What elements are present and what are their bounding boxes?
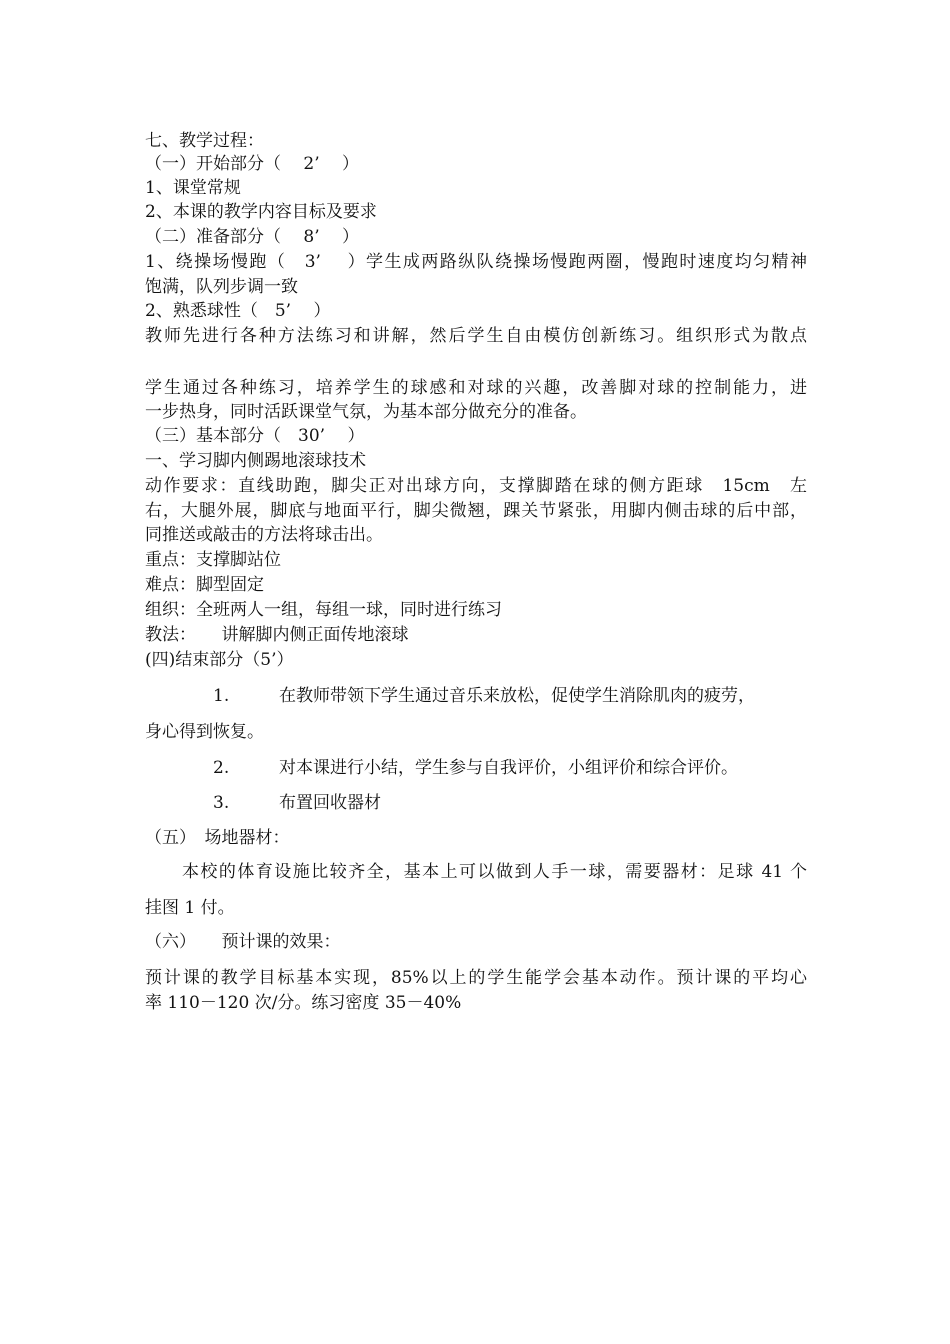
- part1-heading: （一）开始部分（ 2’ ）: [145, 154, 360, 174]
- part2-heading: （二）准备部分（ 8’ ）: [145, 227, 360, 247]
- part6-line1: 预计课的教学目标基本实现，85%以上的学生能学会基本动作。预计课的平均心: [145, 968, 807, 988]
- part4-item1-number: 1.: [213, 686, 230, 706]
- part1-item1: 1、课堂常规: [145, 178, 241, 198]
- part6-heading: （六） 预计课的效果：: [145, 932, 341, 952]
- part2-item2: 2、熟悉球性（ 5’ ）: [145, 301, 331, 321]
- part4-item2-line1: 对本课进行小结，学生参与自我评价，小组评价和综合评价。: [279, 758, 738, 778]
- part2-desc: 教师先进行各种方法练习和讲解，然后学生自由模仿创新练习。组织形式为散点: [145, 326, 807, 346]
- section-title: 七、教学过程：: [145, 131, 264, 151]
- part2-purpose-line2: 一步热身，同时活跃课堂气氛，为基本部分做充分的准备。: [145, 402, 587, 422]
- part3-key-point: 重点：支撑脚站位: [145, 550, 281, 570]
- part3-organization: 组织：全班两人一组，每组一球，同时进行练习: [145, 600, 502, 620]
- part4-item3-line1: 布置回收器材: [279, 793, 381, 813]
- part4-item1-line2: 身心得到恢复。: [145, 722, 264, 742]
- part4-item3-number: 3.: [213, 793, 230, 813]
- part3-requirements-line3: 同推送或敲击的方法将球击出。: [145, 525, 383, 545]
- part3-method: 教法： 讲解脚内侧正面传地滚球: [145, 625, 409, 645]
- part2-purpose-line1: 学生通过各种练习，培养学生的球感和对球的兴趣，改善脚对球的控制能力，进: [145, 378, 807, 398]
- part2-item1-line1: 1、绕操场慢跑（ 3’ ）学生成两路纵队绕操场慢跑两圈，慢跑时速度均匀精神: [145, 252, 807, 272]
- part5-heading: （五） 场地器材：: [145, 828, 290, 848]
- part5-line1: 本校的体育设施比较齐全，基本上可以做到人手一球，需要器材：足球 41 个: [145, 862, 807, 882]
- part3-topic: 一、学习脚内侧踢地滚球技术: [145, 451, 366, 471]
- part3-requirements-line2: 右，大腿外展，脚底与地面平行，脚尖微翘，踝关节紧张，用脚内侧击球的后中部，: [145, 501, 807, 521]
- part3-heading: （三）基本部分（ 30’ ）: [145, 426, 365, 446]
- part1-item2: 2、本课的教学内容目标及要求: [145, 202, 377, 222]
- part2-item1-line2: 饱满，队列步调一致: [145, 277, 298, 297]
- part3-difficulty: 难点：脚型固定: [145, 575, 264, 595]
- part4-item1-line1: 在教师带领下学生通过音乐来放松，促使学生消除肌肉的疲劳，: [279, 686, 755, 706]
- part5-line2: 挂图 1 付。: [145, 898, 235, 918]
- part6-line2: 率 110－120 次/分。练习密度 35－40%: [145, 993, 462, 1013]
- part4-heading: (四)结束部分（5’）: [145, 650, 294, 670]
- part3-requirements-line1: 动作要求：直线助跑，脚尖正对出球方向，支撑脚踏在球的侧方距球 15cm 左: [145, 476, 807, 496]
- part4-item2-number: 2.: [213, 758, 230, 778]
